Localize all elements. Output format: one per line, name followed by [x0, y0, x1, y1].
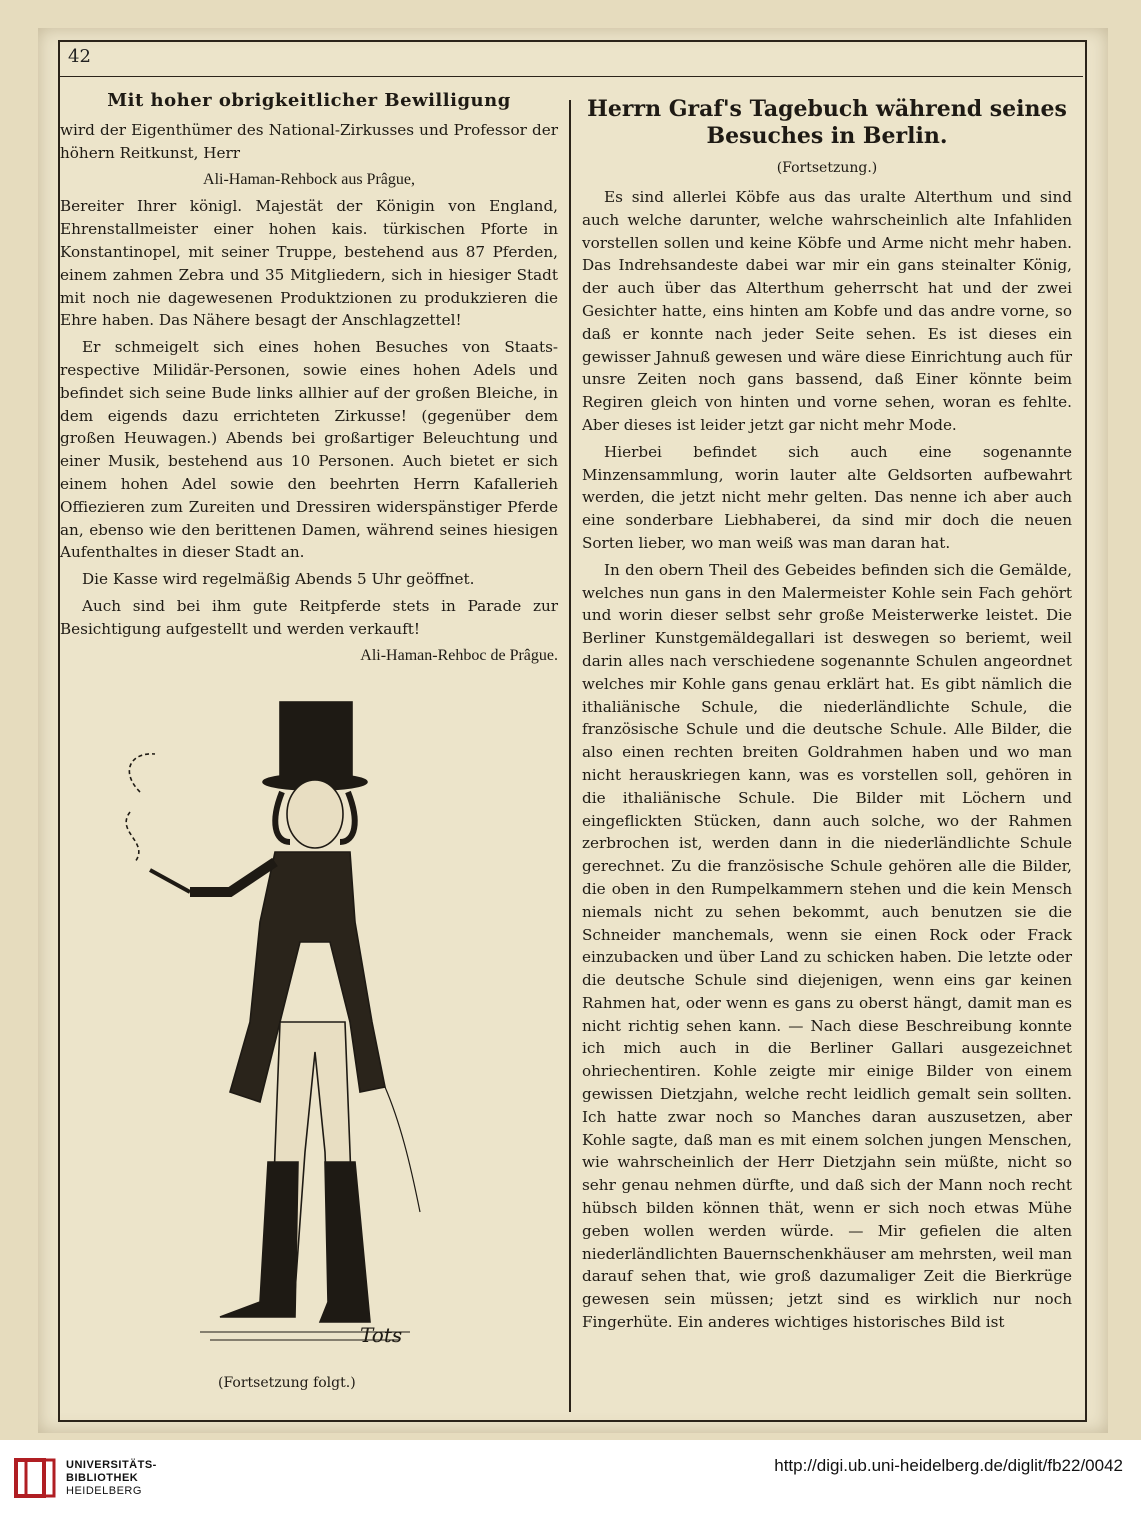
left-paragraph: Auch sind bei ihm gute Reitpferde stets in Parade zur Besichtigung aufgestellt und werden verkauft! [60, 596, 558, 638]
page-number: 42 [68, 46, 91, 67]
viewer-footer [0, 1440, 1141, 1522]
right-column [582, 96, 1072, 1338]
right-subheading: (Fortsetzung.) [776, 160, 878, 176]
left-heading: Mit hoher obrigkeitlicher Bewilligung [107, 90, 511, 111]
gentleman-illustration [110, 692, 440, 1352]
face [287, 780, 343, 848]
right-paragraph: Es sind allerlei Köbfe aus das uralte Alterthum und sind auch welche darunter, welche wahrscheinlich alte Infahliden vorstellen sollen und keine Köbfe und Arme nicht mehr haben. Das Indrehsandeste dabei war mir ein gans steinalter König, der auch über das Alterthum geherrscht hat und der zwei Gesichter hatte, eins hinten am Kobfe und das andre vorne, so daß er konnte nach jeder Seite sehen. Es ist dieses ein gewisser Jahnuß gewesen und wäre diese Einrichtung auch für unsre Zeiten noch gans bassend, daß Einer könnte beim Regiren gleich von hinten und vorne sehen, woran es fehlte. Aber dieses ist leider jetzt gar nicht mehr Mode. [582, 188, 1072, 434]
illustrator-signature: Tots [360, 1323, 403, 1347]
left-boot [220, 1162, 298, 1317]
header-rule [60, 76, 1083, 77]
column-divider [569, 100, 571, 1412]
right-paragraph: In den obern Theil des Gebeides befinden sich die Gemälde, welches nun gans in den Malermeister Kohle sein Fach gehört und worin dieser selbst sehr große Meisterwerke leistet. Die Berliner Kunstgemäldegallari ist deswegen so beriemt, weil darin alles nach verschiedene sogenannte Schulen angeordnet welches mir Kohle gans genau erklärt hat. Es gibt nämlich die ithaliänische Schule, die niederländlichte Schule, die französische Schule und die deutsche Schule. Alle Bilder, die also einen rechten breiten Goldrahmen haben und wo man nicht herauskriegen kann, was es vorstellen soll, gehören in die ithaliänische Schule. Die Bilder mit Löchern und eingeflickten Stücken, dann auch solche, wo der Rahmen zerbrochen ist, werden dann in die niederländlichte Schule gerechnet. Zu die französische Schule gehören alle die Bilder, die oben in den Rumpelkammern stehen und die kein Mensch niemals nicht zu sehen bekommt, auch benutzen sie die Schneider manchemals, wenn sie einen Rock oder Frack einzubacken und über Land zu schicken haben. Die letzte oder die deutsche Schule sind diejenigen, wenn eins gar keinen Rahmen hat, oder wenn es gans zu oberst hängt, damit man es nicht richtig sehen kann. — Nach diese Beschreibung konnte ich mich auch in die Berliner Gallari ausgezeichnet ohriechentiren. Kohle zeigte mir einige Bilder von einem gewissen Dietzjahn, welche recht leidlich gemalt sein sollten. Ich hatte zwar noch so Manches daran auszusetzen, aber Kohle sagte, daß man es mit einem solchen jungen Menschen, wie wahrscheinlich der Herr Dietzjahn sein müßte, nicht so sehr genau nehmen dürfte, und daß sich der Mann noch recht hübsch bilden können thät, wenn er sich noch etwas Mühe geben wollen werden würde. — Mir gefielen die alten niederländlichten Bauernschenkhäuser am mehrsten, weil man darauf sehen that, wie groß dazumaliger Zeit die Bierkrüge gewesen sein müssen; jetzt sind es wirklich nur noch Fingerhüte. Ein anderes wichtiges historisches Bild ist [582, 560, 1072, 1332]
name-line: Ali-Haman-Rehbock aus Prâgue, [203, 170, 415, 188]
left-paragraph: Die Kasse wird regelmäßig Abends 5 Uhr geöffnet. [82, 570, 475, 589]
left-paragraph: Er schmeigelt sich eines hohen Besuches von Staats-respective Milidär-Personen, sowie eines hohen Adels und befindet sich seine Bude links allhier auf der großen Bleiche, in dem eigends dazu errichteten Zirkusse! (gegenüber dem großen Heuwagen.) Abends bei großartiger Beleuchtung und einer Musik, bestehend aus 10 Personen. Auch bietet er sich einem hohen Adel sowie den beehrten Herrn Kafallerieh Offiezieren zum Zureiten und Dressiren widerspänstiger Pferde an, ebenso wie den berittenen Damen, während seines hiesigen Aufenthaltes in dieser Stadt an. [60, 338, 558, 562]
smoke-curl [126, 754, 155, 862]
right-boot [320, 1162, 370, 1322]
intro-text: wird der Eigenthümer des National-Zirkusses und Professor der höhern Reitkunst, Herr [60, 121, 558, 162]
right-heading: Herrn Graf's Tagebuch während seines Besuches in Berlin. [587, 96, 1067, 149]
signature: Ali-Haman-Rehboc de Prâgue. [360, 646, 558, 664]
library-logo-icon [14, 1456, 58, 1500]
right-paragraph: Hierbei befindet sich auch eine sogenannte Minzensammlung, worin lauter alte Geldsorten aufbewahrt werden, die jetzt nicht mehr gelten. Das nenne ich aber auch eine sonderbare Liebhaberei, da sind mir doch die neuen Sorten lieber, wo man weiß was man daran hat. [582, 442, 1072, 552]
left-paragraph: Bereiter Ihrer königl. Majestät der Königin von England, Ehrenstallmeister einer hohen kais. türkischen Pforte in Konstantinopel, mit seiner Truppe, bestehend aus 87 Pferden, einem zahmen Zebra und 35 Mitgliedern, sich in hiesiger Stadt mit noch nie dagewesenen Produktzionen zu produkzieren die Ehre haben. Das Nähere besagt der Anschlagzettel! [60, 197, 558, 330]
continued-note: (Fortsetzung folgt.) [218, 1375, 356, 1391]
left-column [60, 82, 558, 671]
library-name: UNIVERSITÄTS- BIBLIOTHEK HEIDELBERG [66, 1459, 157, 1497]
top-hat [280, 702, 352, 780]
source-url[interactable]: http://digi.ub.uni-heidelberg.de/diglit/fb22/0042 [774, 1456, 1123, 1475]
cigar [150, 870, 190, 892]
